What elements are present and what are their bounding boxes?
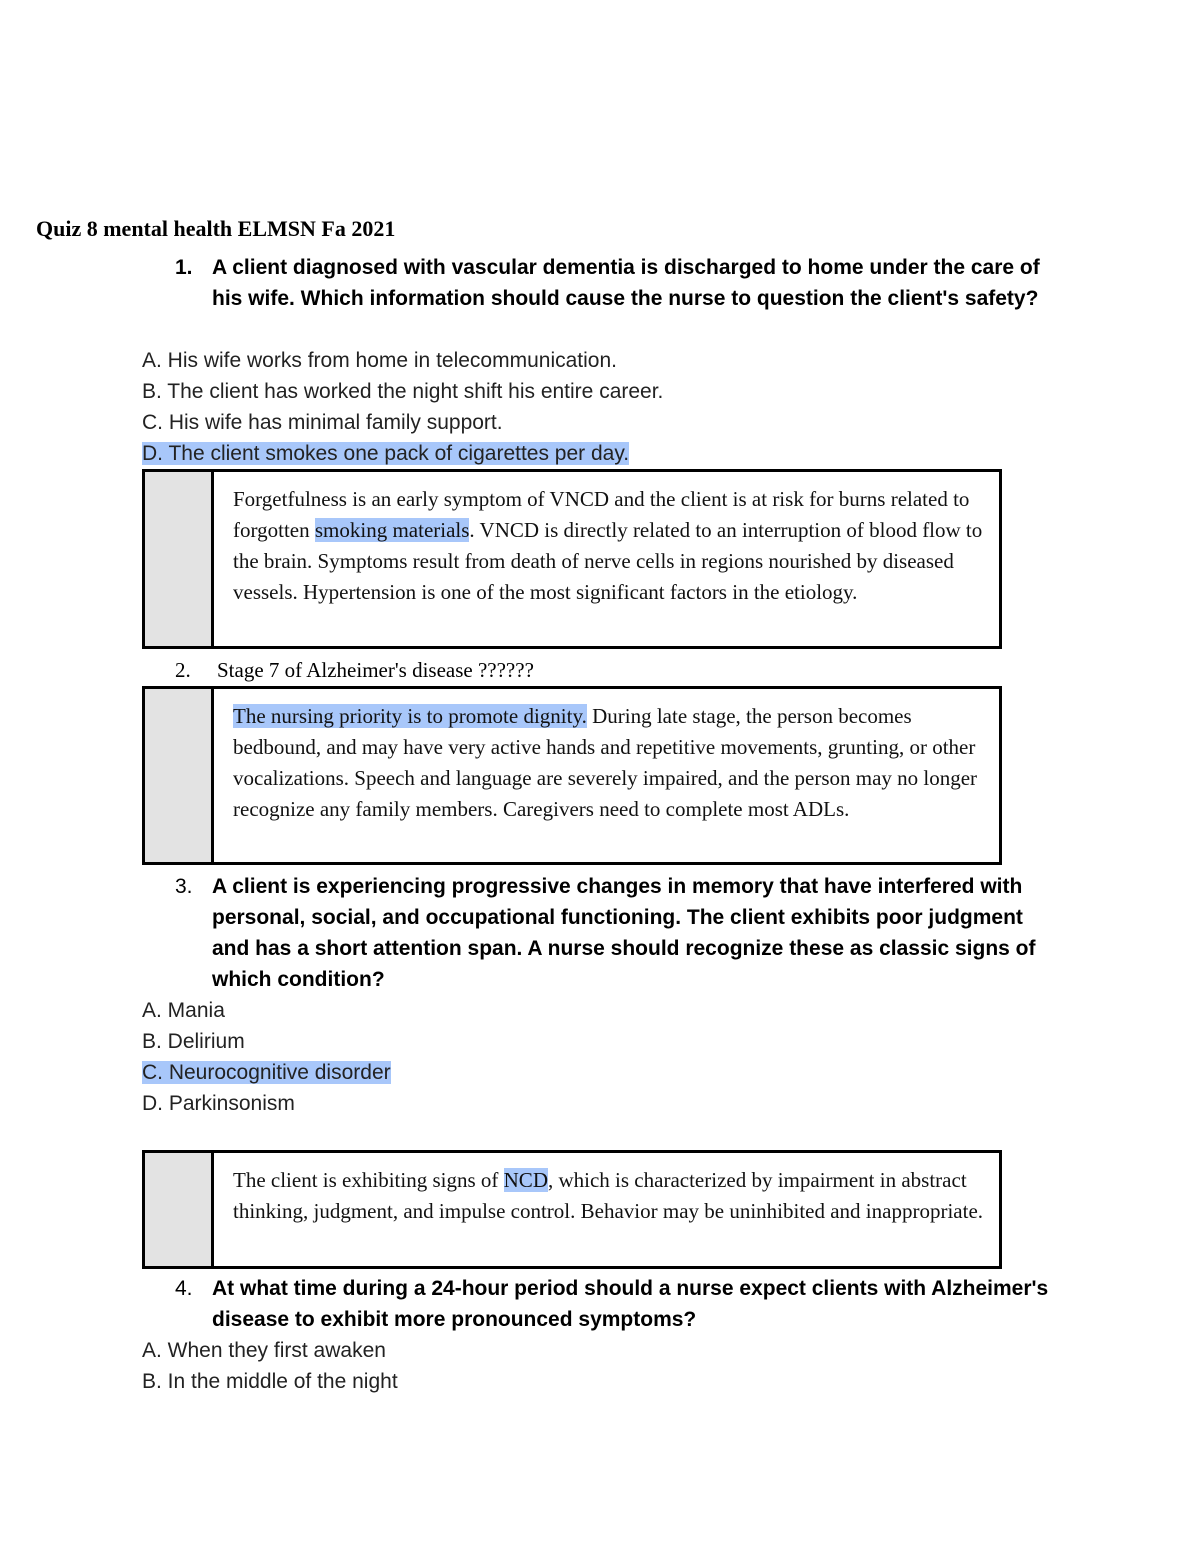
question-2	[175, 655, 1055, 686]
question-3	[175, 871, 1055, 995]
answer-option: B. In the middle of the night	[142, 1370, 398, 1393]
rationale-box-2	[142, 686, 1002, 865]
question-text: A client diagnosed with vascular dementia is discharged to home under the care of his wife. Which information should cause the nurse to question the client's safety?	[212, 256, 1040, 310]
answer-option-correct	[142, 438, 629, 469]
question-1	[175, 252, 1055, 314]
answer-option-correct	[142, 1057, 391, 1088]
answer-option: B. The client has worked the night shift his entire career.	[142, 380, 664, 403]
answer-option: C. His wife has minimal family support.	[142, 411, 503, 434]
question-4	[175, 1273, 1055, 1335]
question-text: At what time during a 24-hour period should a nurse expect clients with Alzheimer's disease to exhibit more pronounced symptoms?	[212, 1277, 1049, 1331]
rationale-text: Forgetfulness is an early symptom of VNCD and the client is at risk for burns related to forgotten smoking materials. VNCD is directly related to an interruption of blood flow to the brain. Symptoms result from death of nerve cells in regions nourished by diseased vessels. Hypertension is one of the most significant factors in the etiology.	[233, 487, 983, 604]
rationale-gutter	[145, 689, 214, 862]
rationale-highlight: smoking materials	[314, 518, 470, 542]
rationale-highlight: NCD	[503, 1168, 548, 1192]
rationale-text: The nursing priority is to promote dignity. During late stage, the person becomes bedbound, and may have very active hands and repetitive movements, grunting, or other vocalizations. Speech and language are severely impaired, and the person may no longer recognize any family members. Caregivers need to complete most ADLs.	[233, 704, 978, 821]
answer-option: A. Mania	[142, 999, 225, 1022]
rationale-text: The client is exhibiting signs of NCD, which is characterized by impairment in abstract thinking, judgment, and impulse control. Behavior may be uninhibited and inappropriate.	[233, 1168, 984, 1223]
question-text: A client is experiencing progressive changes in memory that have interfered with personal, social, and occupational functioning. The client exhibits poor judgment and has a short attention span. A nurse should recognize these as classic signs of which condition?	[212, 875, 1036, 991]
question-number: 4.	[175, 1277, 193, 1300]
rationale-box-1	[142, 469, 1002, 649]
correct-answer-highlight: C. Neurocognitive disorder	[142, 1061, 391, 1084]
answer-option: A. When they first awaken	[142, 1339, 386, 1362]
rationale-gutter	[145, 472, 214, 646]
question-text: Stage 7 of Alzheimer's disease ??????	[217, 658, 534, 682]
rationale-gutter	[145, 1153, 214, 1266]
answer-option: A. His wife works from home in telecommunication.	[142, 349, 617, 372]
document-title: Quiz 8 mental health ELMSN Fa 2021	[36, 216, 396, 241]
rationale-highlight: The nursing priority is to promote dignity.	[233, 704, 587, 728]
answer-option: B. Delirium	[142, 1030, 245, 1053]
question-number: 3.	[175, 875, 193, 898]
question-number: 2.	[175, 658, 191, 682]
correct-answer-highlight: D. The client smokes one pack of cigarettes per day.	[142, 442, 630, 465]
rationale-box-3	[142, 1150, 1002, 1269]
answer-option: D. Parkinsonism	[142, 1092, 295, 1115]
question-number: 1.	[175, 256, 193, 279]
